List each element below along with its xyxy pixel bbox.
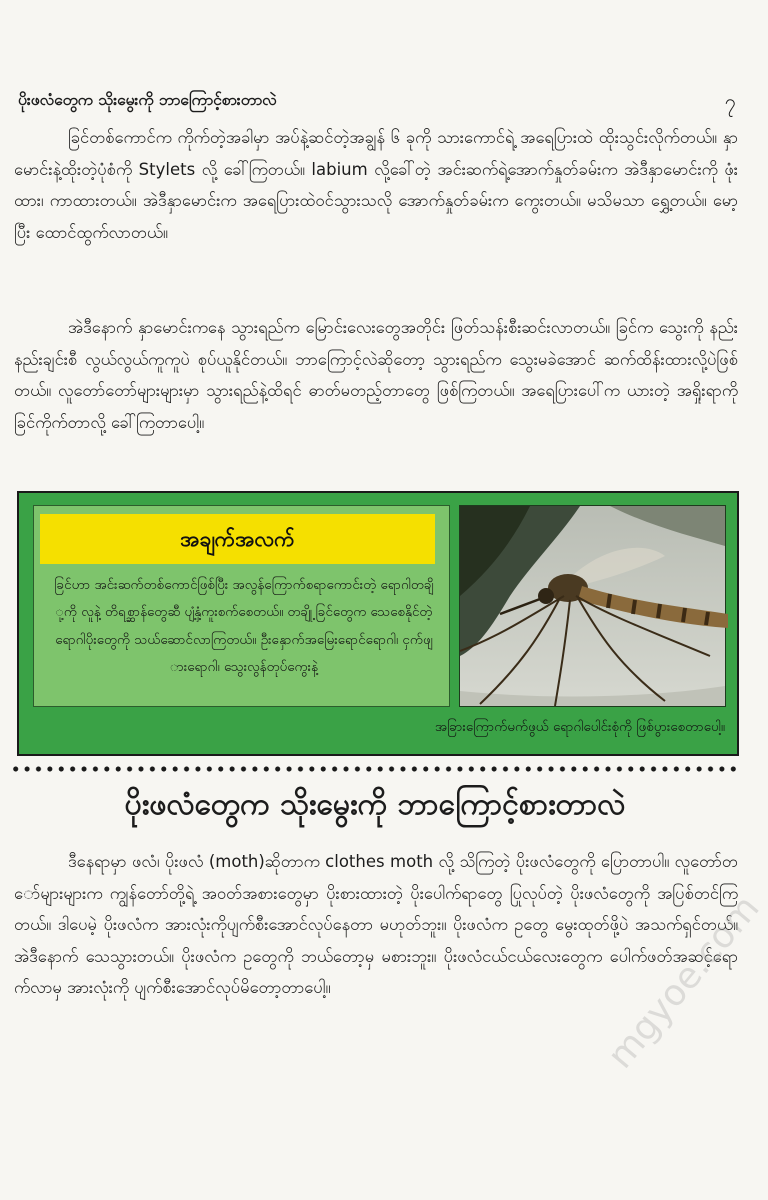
running-header-title: ပိုးဖလံတွေက သိုးမွေးကို ဘာကြောင့်စားတာလဲ <box>18 91 277 109</box>
watermark: mgyoe.com <box>600 887 768 1077</box>
fact-box-title: အချက်အလက် <box>40 514 435 564</box>
paragraph-saliva: အဲဒီနောက် နှာမောင်းကနေ သွားရည်က မြောင်းလေးတွေအတိုင်း ဖြတ်သန်းစီးဆင်းလာတယ်။ ခြင်က သွေးကို နည်းနည်းချင်းစီ လွယ်လွယ်ကူကူပဲ စုပ်ယူနိုင်တယ်။ ဘာကြောင့်လဲဆိုတော့ သွားရည်က သွေးမခဲအောင် ဆက်ထိန်းထားလို့ပဲဖြစ်တယ်။ လူတော်တော်များများမှာ သွားရည်နဲ့ထိရင် ဓာတ်မတည့်တာတွေ ဖြစ်ကြတယ်။ အရေပြားပေါ်က ယားတဲ့ အရှိုးရာကို ခြင်ကိုက်တာလို့ ခေါ်ကြတာပေါ့။ <box>14 318 738 432</box>
fact-box <box>17 491 739 756</box>
dotted-divider <box>10 766 740 772</box>
mosquito-photo <box>459 505 726 707</box>
page-number: ၇ <box>724 89 736 113</box>
paragraph-clothes-moth: ဒီနေရာမှာ ဖလံ၊ ပိုးဖလံ (moth)ဆိုတာက clothes moth လို့ သိကြတဲ့ ပိုးဖလံတွေကို ပြောတာပါ။ လူတော်တော်များများက ကျွန်တော်တို့ရဲ့ အဝတ်အစားတွေမှာ ပိုးစားထားတဲ့ ပိုးပေါက်ရာတွေ ပြုလုပ်တဲ့ ပိုးဖလံတွေကို အပြစ်တင်ကြတယ်။ ဒါပေမဲ့ ပိုးဖလံက အားလုံးကိုပျက်စီးအောင်လုပ်နေတာ မဟုတ်ဘူး။ ပိုးဖလံက ဥတွေ မွေးထုတ်ဖို့ပဲ အသက်ရှင်တယ်။ အဲဒီနောက် သေသွားတယ်။ ပိုးဖလံက ဥတွေကို ဘယ်တော့မှ မစားဘူး။ ပိုးဖလံငယ်ငယ်လေးတွေက ပေါက်ဖတ်အဆင့်ရောက်လာမှ အားလုံးကို ပျက်စီးအောင်လုပ်မိတော့တာပေါ့။ <box>14 852 738 998</box>
fact-box-text: ခြင်ဟာ အင်းဆက်တစ်ကောင်ဖြစ်ပြီး အလွန်ကြောက်စရာကောင်းတဲ့ ရောဂါတချို့ကို လူနဲ့ တိရစ္ဆာန်တွေဆီ ပျံ့နှံ့ကူးစက်စေတယ်။ တချို့ခြင်တွေက သေစေနိုင်တဲ့ရောဂါပိုးတွေကို သယ်ဆောင်လာကြတယ်။ ဦးနှောက်အမြေးရောင်ရောဂါ၊ ငှက်ဖျားရောဂါ၊ သွေးလွန်တုပ်ကွေးနဲ့ <box>54 578 434 676</box>
running-header <box>18 88 736 118</box>
paragraph-mosquito-bite: ခြင်တစ်ကောင်က ကိုက်တဲ့အခါမှာ အပ်နဲ့ဆင်တဲ့အချွန် ၆ ခုကို သားကောင်ရဲ့ အရေပြားထဲ ထိုးသွင်းလိုက်တယ်။ နှာမောင်းနဲ့ထိုးတဲ့ပုံစံကို Stylets လို့ ခေါ်ကြတယ်။ labium လို့ခေါ်တဲ့ အင်းဆက်ရဲ့အောက်နှုတ်ခမ်းက အဲဒီနှာမောင်းကို ဖုံးထား၊ ကာထားတယ်။ အဲဒီနှာမောင်းက အရေပြားထဲဝင်သွားသလို အောက်နှုတ်ခမ်းက ကွေးတယ်။ မသိမသာ ရွှေ့တယ်။ မော့ပြီး ထောင်ထွက်လာတယ်။ <box>14 128 738 242</box>
section-title: ပိုးဖလံတွေက သိုးမွေးကို ဘာကြောင့်စားတာလဲ <box>124 787 626 822</box>
fact-panel <box>33 505 450 707</box>
mosquito-illustration <box>460 506 725 706</box>
fact-box-text-continued: အခြားကြောက်မက်ဖွယ် ရောဂါပေါင်းစုံကို ဖြစ်ပွားစေတာပေါ့။ <box>434 720 725 735</box>
